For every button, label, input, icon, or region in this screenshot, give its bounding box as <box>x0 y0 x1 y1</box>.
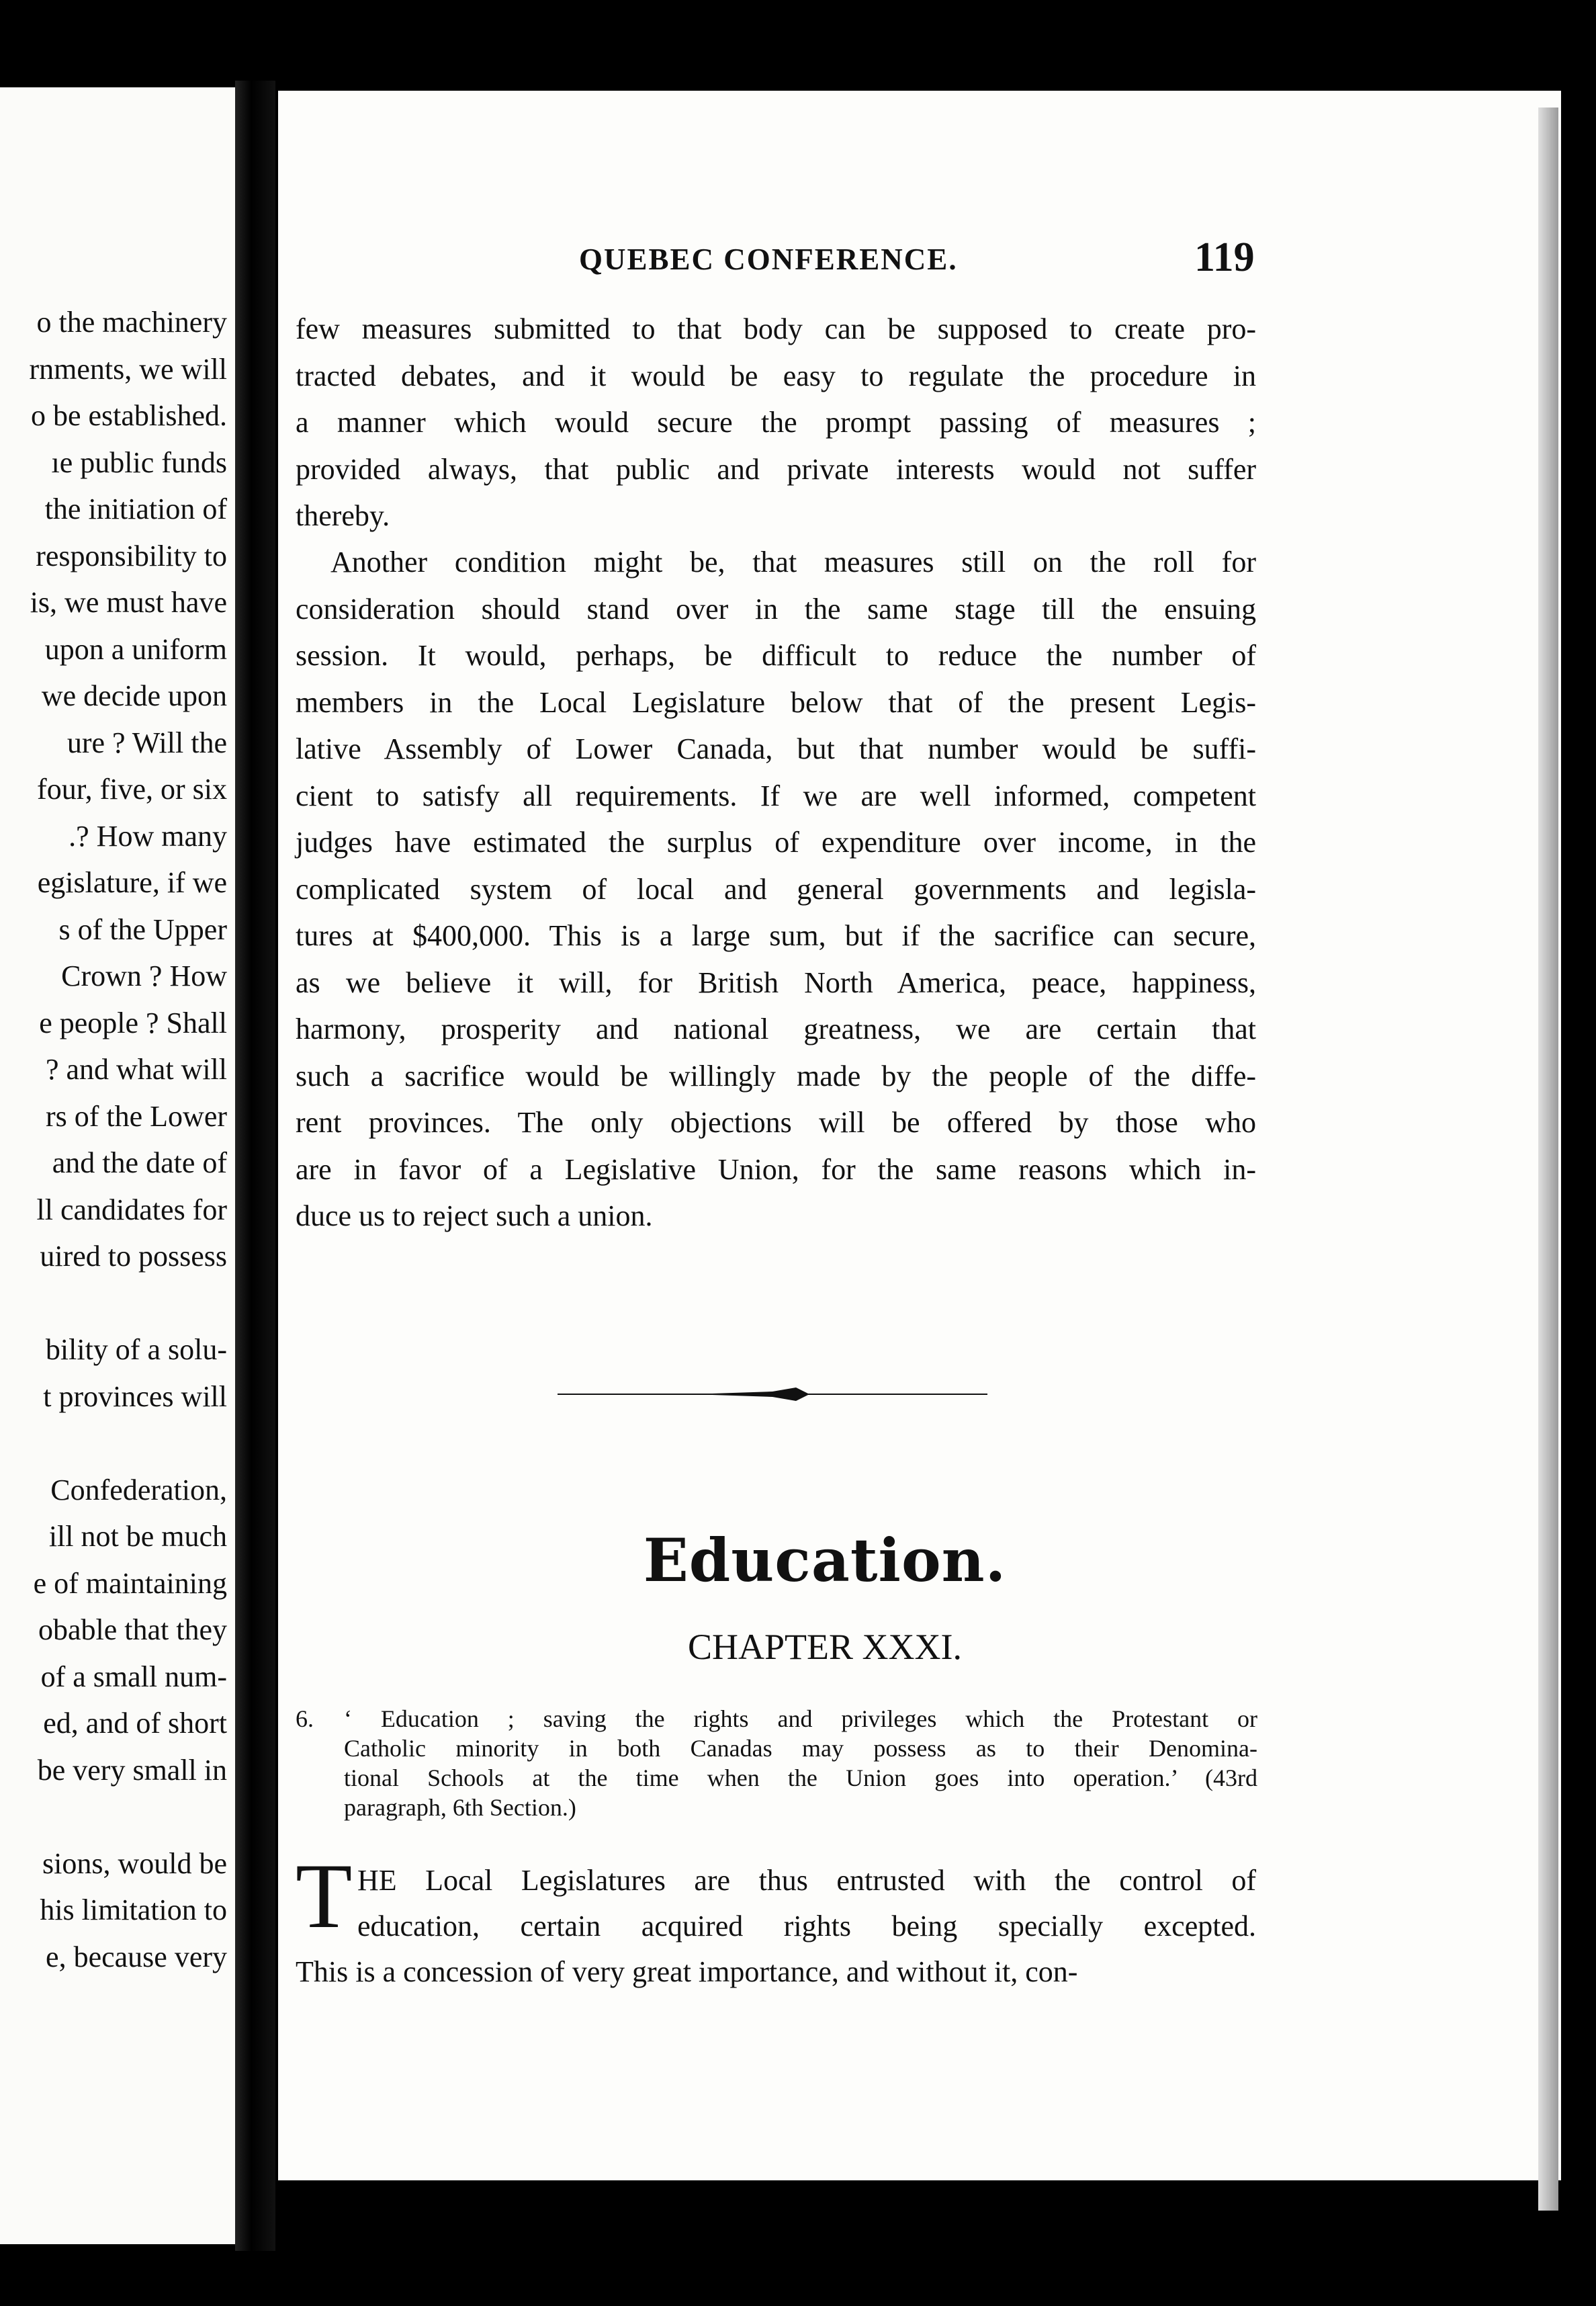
text-line: education, certain acquired rights being specially excepted. <box>357 1910 1256 1942</box>
facing-page-line: t provinces will <box>43 1379 227 1413</box>
facing-page-line: e of maintaining <box>33 1566 227 1600</box>
text-line: harmony, prosperity and national greatness, we are certain that <box>296 1013 1256 1045</box>
running-head: QUEBEC CONFERENCE. <box>579 243 958 276</box>
paragraph-continued <box>296 306 1256 540</box>
facing-page-line: four, five, or six <box>37 773 227 806</box>
facing-page-line: ed, and of short <box>43 1707 227 1740</box>
text-line: Another condition might be, that measures still on the roll for <box>330 546 1256 579</box>
facing-page-line <box>0 1280 227 1327</box>
facing-page-line <box>0 1793 227 1840</box>
quote-line: Catholic minority in both Canadas may possess as to their Denomina- <box>344 1735 1257 1762</box>
page-number: 119 <box>1194 234 1255 280</box>
facing-page-line: rnments, we will <box>29 352 227 386</box>
facing-page-line: ? and what will <box>45 1053 227 1086</box>
facing-page-line: ll candidates for <box>36 1193 227 1226</box>
facing-page-line: rs of the Lower <box>45 1099 227 1133</box>
quote-line: tional Schools at the time when the Union goes into operation.’ (43rd <box>344 1764 1257 1791</box>
resolution-quote <box>296 1704 1257 1822</box>
text-line: complicated system of local and general governments and legisla- <box>296 872 1256 906</box>
text-line: tures at $400,000. This is a large sum, but if the sacrifice can secure, <box>296 919 1256 952</box>
paragraph-another-condition <box>296 539 1256 1240</box>
chapter-heading: CHAPTER XXXI. <box>687 1627 962 1667</box>
text-line: cient to satisfy all requirements. If we are well informed, competent <box>296 779 1256 812</box>
facing-page-line: s of the Upper <box>58 912 227 946</box>
quote-line: ‘ Education ; saving the rights and privileges which the Protestant or <box>344 1705 1257 1732</box>
text-line: tracted debates, and it would be easy to regulate the procedure in <box>296 359 1256 392</box>
facing-page-line: bility of a solu- <box>45 1333 227 1366</box>
text-line: such a sacrifice would be willingly made by the people of the diffe- <box>296 1059 1256 1093</box>
text-line: consideration should stand over in the same stage till the ensuing <box>296 592 1256 626</box>
drop-cap: T <box>296 1844 353 1947</box>
facing-page-line: ill not be much <box>48 1520 227 1553</box>
facing-page-line: responsibility to <box>36 539 227 572</box>
book-gutter <box>235 81 275 2251</box>
facing-page-line: sions, would be <box>42 1846 227 1880</box>
facing-page-line: egislature, if we <box>37 866 227 899</box>
facing-page-line: we decide upon <box>41 679 227 712</box>
section-divider-ornament <box>558 1384 987 1404</box>
text-line: judges have estimated the surplus of expenditure over income, in the <box>296 826 1256 859</box>
text-line: few measures submitted to that body can be supposed to create pro- <box>296 312 1256 345</box>
text-line: duce us to reject such a union. <box>296 1199 653 1232</box>
quote-number: 6. <box>296 1705 314 1732</box>
text-line: HE Local Legislatures are thus entrusted with the control of <box>357 1864 1256 1897</box>
paragraph-education <box>296 1844 1256 1994</box>
facing-page-line: obable that they <box>38 1613 227 1646</box>
text-line: rent provinces. The only objections will be offered by those who <box>296 1106 1256 1139</box>
text-line: thereby. <box>296 499 390 532</box>
facing-page-text <box>0 299 227 1980</box>
facing-page-line: be very small in <box>37 1753 227 1787</box>
facing-page-line: is, we must have <box>30 586 227 619</box>
text-line: members in the Local Legislature below that of the present Legis- <box>296 685 1256 719</box>
section-title: Education. <box>643 1525 1007 1595</box>
facing-page-line: o be established. <box>30 399 227 432</box>
facing-page-line: Crown ? How <box>61 959 227 992</box>
quote-line: paragraph, 6th Section.) <box>344 1794 576 1821</box>
text-line: a manner which would secure the prompt passing of measures ; <box>296 406 1256 439</box>
text-line: provided always, that public and private interests would not suffer <box>296 452 1256 486</box>
facing-page-line: e people ? Shall <box>39 1006 227 1039</box>
facing-page-line: of a small num- <box>40 1660 227 1693</box>
facing-page-line: uired to possess <box>40 1240 227 1273</box>
text-line: This is a concession of very great importance, and without it, con- <box>296 1955 1078 1988</box>
text-line: are in favor of a Legislative Union, for the same reasons which in- <box>296 1152 1256 1186</box>
facing-page-line: and the date of <box>52 1146 227 1179</box>
facing-page-line: upon a uniform <box>44 632 227 666</box>
page-edge <box>1538 108 1558 2211</box>
facing-page-line: ıe public funds <box>51 445 227 479</box>
text-line: as we believe it will, for British North America, peace, happiness, <box>296 966 1256 999</box>
facing-page-line: the initiation of <box>44 493 227 525</box>
facing-page-line: Confederation, <box>50 1473 227 1506</box>
facing-page-line: his limitation to <box>40 1893 227 1926</box>
facing-page-line: e, because very <box>46 1940 227 1973</box>
facing-page-line <box>0 1420 227 1467</box>
text-line: lative Assembly of Lower Canada, but that number would be suffi- <box>296 732 1256 765</box>
facing-page-line: ure ? Will the <box>66 726 227 759</box>
facing-page-line: .? How many <box>69 819 227 853</box>
text-line: session. It would, perhaps, be difficult to reduce the number of <box>296 639 1256 672</box>
quote-text <box>344 1704 1257 1822</box>
facing-page-line: o the machinery <box>36 306 227 339</box>
facing-page-fragment <box>0 87 235 2244</box>
